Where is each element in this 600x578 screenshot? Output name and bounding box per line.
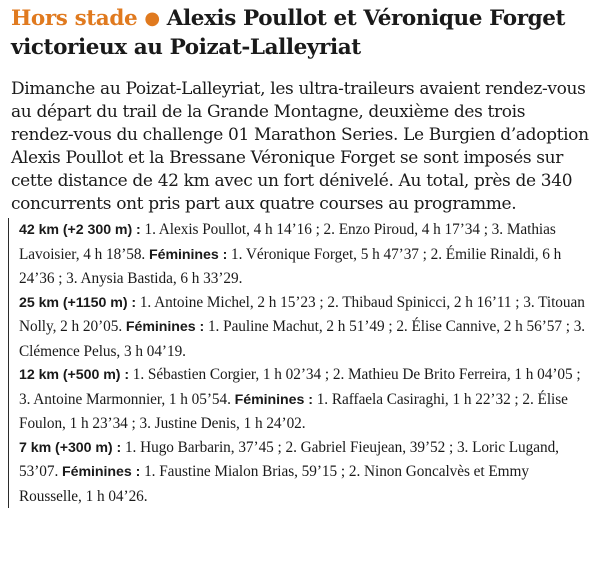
- women-label: Féminines :: [125, 319, 205, 335]
- headline-text: Alexis Poullot et Véronique Forget victorieux au Poizat-Lalleyriat: [11, 6, 566, 60]
- women-results: 1. Faustine Mialon Brias, 59’15 ; 2. Ninon Goncalvès et Emmy Rousselle, 1 h 04’26.: [19, 463, 529, 505]
- women-label: Féminines :: [62, 464, 141, 480]
- women-results: 1. Véronique Forget, 5 h 47’37 ; 2. Émilie Rinaldi, 6 h 24’36 ; 3. Anysia Bastida, 6 h 33’29.: [19, 245, 562, 287]
- news-article: [8, 4, 592, 508]
- women-label: Féminines :: [234, 391, 313, 408]
- men-results: 1. Alexis Poullot, 4 h 14’16 ; 2. Enzo Piroud, 4 h 17’34 ; 3. Mathias Lavoisier, 4 h 18’58.: [19, 221, 556, 263]
- headline: [11, 4, 592, 62]
- women-label: Féminines :: [148, 246, 228, 263]
- race-label: 25 km (+1150 m) :: [19, 294, 137, 311]
- women-results: 1. Raffaela Casiraghi, 1 h 22’32 ; 2. Élise Foulon, 1 h 23’34 ; 3. Justine Denis, 1 h 24’02.: [19, 390, 568, 432]
- men-results: 1. Sébastien Corgier, 1 h 02’34 ; 2. Mathieu De Brito Ferreira, 1 h 04’05 ; 3. Antoine Marmonnier, 1 h 05’54.: [19, 366, 581, 408]
- race-result: [19, 291, 592, 364]
- race-result: [19, 363, 592, 436]
- results-box: [8, 218, 592, 508]
- women-results: 1. Pauline Machut, 2 h 51’49 ; 2. Élise Cannive, 2 h 56’57 ; 3. Clémence Pelus, 3 h 04’19.: [19, 318, 586, 360]
- race-result: [19, 436, 592, 509]
- men-results: 1. Hugo Barbarin, 37’45 ; 2. Gabriel Fieujean, 39’52 ; 3. Loric Lugand, 53’07.: [19, 438, 559, 480]
- men-results: 1. Antoine Michel, 2 h 15’23 ; 2. Thibaud Spinicci, 2 h 16’11 ; 3. Titouan Nolly, 2 h 20’05.: [19, 293, 585, 335]
- lead-paragraph: Dimanche au Poizat-Lalleyriat, les ultra-traileurs avaient rendez-vous au départ du trail de la Grande Montagne, deuxième des trois rendez-vous du challenge 01 Marathon Series. Le Burgien d’adoption Alexis Poullot et la Bressane Véronique Forget se sont imposés sur cette distance de 42 km avec un fort dénivelé. Au total, près de 340 concurrents ont pris part aux quatre courses au programme.: [11, 79, 589, 214]
- bullet-icon: ●: [144, 8, 160, 29]
- race-result: [19, 218, 592, 291]
- section-kicker: Hors stade: [11, 6, 138, 31]
- race-label: 7 km (+300 m) :: [19, 439, 122, 456]
- race-label: 42 km (+2 300 m) :: [19, 222, 141, 238]
- race-label: 12 km (+500 m) :: [19, 367, 129, 383]
